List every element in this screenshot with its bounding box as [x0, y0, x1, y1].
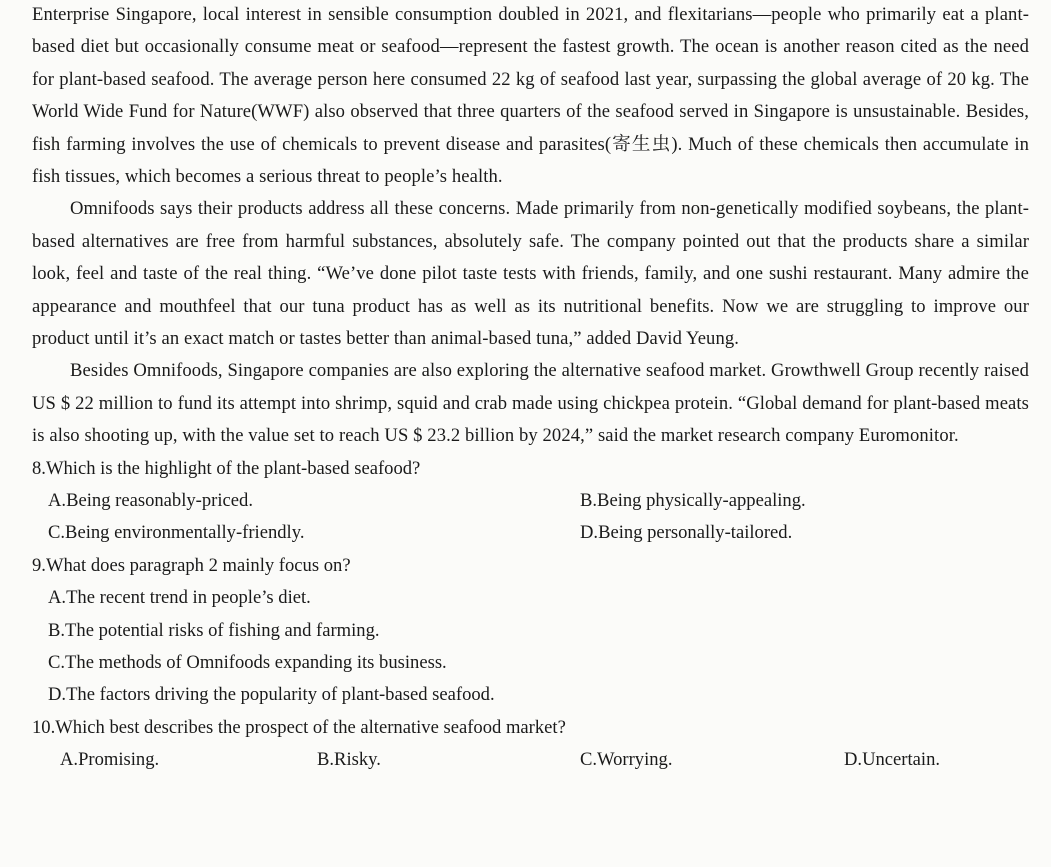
question-8-stem: 8.Which is the highlight of the plant-based seafood? [32, 457, 421, 479]
question-9-option-d-row [32, 679, 1029, 711]
question-8-option-a[interactable]: A.Being reasonably-priced. [48, 490, 253, 512]
passage-paragraph-2: Omnifoods says their products address all these concerns. Made primarily from non-genetically modified soybeans, the plant-based alternatives are free from harmful substances, absolutely safe. The company pointed out that the products share a similar look, feel and taste of the real thing. “We’ve done pilot taste tests with friends, family, and one sushi restaurant. Many admire the appearance and mouthfeel that our tuna product has as well as its nutritional benefits. Now we are struggling to improve our product until it’s an exact match or tastes better than animal-based tuna,” added David Yeung. [32, 198, 1029, 350]
passage-paragraph-1: Enterprise Singapore, local interest in sensible consumption doubled in 2021, and flexitarians—people who primarily eat a plant-based diet but occasionally consume meat or seafood—represent the fastest growth. The ocean is another reason cited as the need for plant-based seafood. The average person here consumed 22 kg of seafood last year, surpassing the global average of 20 kg. The World Wide Fund for Nature(WWF) also observed that three quarters of the seafood served in Singapore is unsustainable. Besides, fish farming involves the use of chemicals to prevent disease and parasites(寄生虫). Much of these chemicals then accumulate in fish tissues, which becomes a serious threat to people’s health. [32, 4, 1029, 188]
question-9-option-a-row [32, 582, 1029, 614]
question-8-options-row-1 [32, 485, 1029, 517]
exam-page [32, 0, 1029, 777]
question-10-option-c[interactable]: C.Worrying. [580, 749, 673, 771]
question-10 [32, 712, 1029, 777]
question-10-stem: 10.Which best describes the prospect of the alternative seafood market? [32, 716, 566, 738]
question-8-option-d[interactable]: D.Being personally-tailored. [580, 522, 793, 544]
question-8-options-row-2 [32, 517, 1029, 549]
question-10-option-d[interactable]: D.Uncertain. [844, 749, 941, 771]
question-10-option-b[interactable]: B.Risky. [317, 749, 381, 771]
question-9-option-b[interactable]: B.The potential risks of fishing and farming. [48, 619, 380, 641]
question-9-option-c[interactable]: C.The methods of Omnifoods expanding its business. [48, 652, 447, 674]
question-8-option-c[interactable]: C.Being environmentally-friendly. [48, 522, 305, 544]
question-9-stem: 9.What does paragraph 2 mainly focus on? [32, 554, 351, 576]
question-9-option-c-row [32, 647, 1029, 679]
question-8 [32, 453, 1029, 550]
question-10-options-row [32, 744, 1029, 776]
question-8-option-b[interactable]: B.Being physically-appealing. [580, 490, 806, 512]
question-10-option-a[interactable]: A.Promising. [60, 749, 160, 771]
passage-paragraph-3: Besides Omnifoods, Singapore companies are also exploring the alternative seafood market. Growthwell Group recently raised US $ 22 million to fund its attempt into shrimp, squid and crab made using chickpea protein. “Global demand for plant-based meats is also shooting up, with the value set to reach US $ 23.2 billion by 2024,” said the market research company Euromonitor. [32, 360, 1029, 447]
question-9-option-a[interactable]: A.The recent trend in people’s diet. [48, 587, 311, 609]
question-9-option-d[interactable]: D.The factors driving the popularity of plant-based seafood. [48, 684, 495, 706]
question-9-option-b-row [32, 615, 1029, 647]
question-9 [32, 550, 1029, 712]
